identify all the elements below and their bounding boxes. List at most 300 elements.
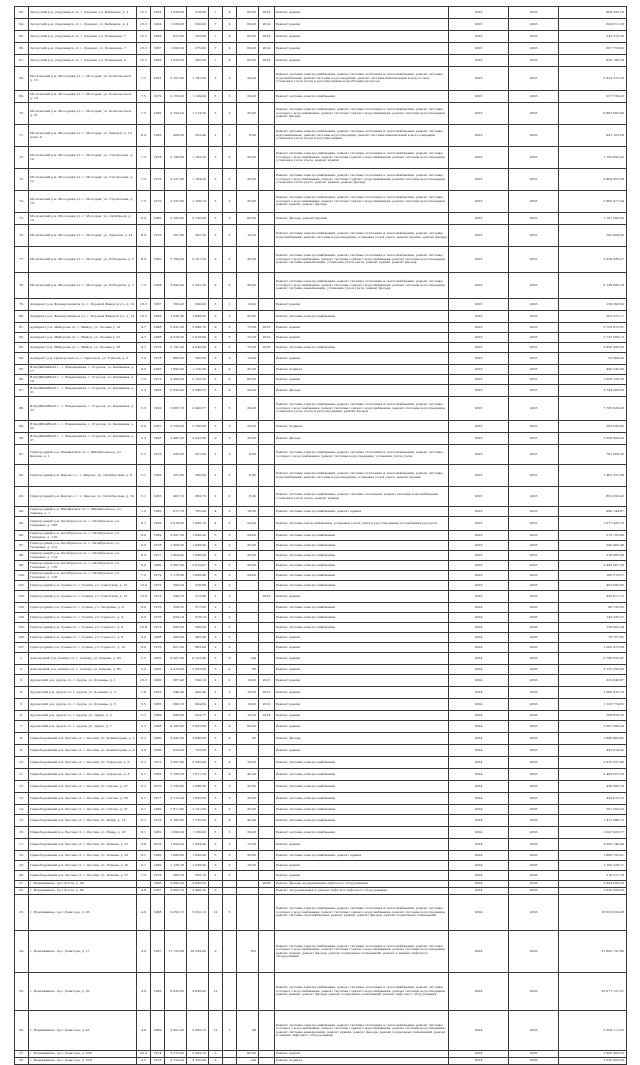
table-row — [15, 1051, 627, 1058]
cost-cell: 156 802,24 — [559, 623, 627, 633]
work-types-cell: Ремонт крыши — [275, 323, 449, 333]
total-area-cell: 2 155,00 — [165, 91, 187, 103]
row-number: 11. — [15, 769, 29, 781]
last-repair-year-cell — [259, 871, 275, 881]
total-area-cell: 587,40 — [165, 675, 187, 687]
cost-cell: 263 556,80 — [559, 421, 627, 433]
cost-cell: 6 786 652,47 — [559, 653, 627, 665]
table-row — [15, 487, 627, 507]
apartments-cell: 24,00 — [237, 67, 259, 91]
commission-year-cell: 1979 — [151, 571, 165, 581]
living-area-cell: 386,60 — [187, 465, 209, 487]
table-row — [15, 191, 627, 213]
table-row — [15, 365, 627, 375]
plan-end-year-cell: 2025 — [509, 19, 559, 31]
commission-year-cell: 1965 — [151, 653, 165, 665]
plan-start-year-cell: 2023 — [449, 55, 509, 67]
row-number: 100. — [15, 571, 29, 581]
last-repair-year-cell — [259, 1011, 275, 1051]
total-area-cell: 4 416,00 — [165, 665, 187, 675]
entrances-cell — [223, 931, 237, 973]
entrances-cell: 3 — [223, 745, 237, 757]
address-cell: Загорский р-н, Дзержинск ул. г. Дзержи, ул. Кабинетн. д. 4 — [29, 19, 137, 31]
floors-cell: 5 — [209, 213, 223, 225]
work-types-cell: Ремонт крыши — [275, 675, 449, 687]
last-repair-year-cell — [259, 851, 275, 861]
address-cell: Алагирский р-н, Алагир сл. г. Алагир, ул. Кирова, д. 83 — [29, 653, 137, 665]
total-area-cell: 1 811,60 — [165, 805, 187, 815]
floors-cell: 5 — [209, 769, 223, 781]
row-number: 74. — [15, 191, 29, 213]
entrances-cell: 3 — [223, 169, 237, 191]
living-area-cell: 4 040,00 — [187, 343, 209, 353]
row-number: 18. — [15, 851, 29, 861]
apartments-cell — [237, 613, 259, 623]
wear-percent-cell: 4.5 — [137, 1058, 151, 1065]
living-area-cell: 883,60 — [187, 643, 209, 653]
floors-cell: 2 — [209, 711, 223, 721]
plan-start-year-cell: 2023 — [449, 551, 509, 561]
floors-cell: 9 — [209, 931, 223, 973]
floors-cell: 7 — [209, 7, 223, 19]
work-types-cell: Ремонт системы электроснабжения — [275, 91, 449, 103]
entrances-cell: 3 — [223, 273, 237, 299]
entrances-cell: 2 — [223, 871, 237, 881]
plan-start-year-cell: 2023 — [449, 43, 509, 55]
address-cell: Пригородный р-н, Сунжа сл. с. Сунжа, ул. Советская, д. 15 — [29, 591, 137, 603]
plan-end-year-cell: 2025 — [509, 147, 559, 169]
address-cell: г. Владикавказ, пр-т Доватора, д. 35 — [29, 973, 137, 1011]
apartments-cell: 15,00 — [237, 839, 259, 851]
plan-end-year-cell: 2025 — [509, 445, 559, 465]
total-area-cell: 973,00 — [165, 31, 187, 43]
plan-start-year-cell: 2024 — [449, 871, 509, 881]
address-cell: Правобережный р-н, Беслан сл. г. Беслан, ул. Сигова, д. 29 — [29, 793, 137, 805]
table-row — [15, 551, 627, 561]
commission-year-cell: 1972 — [151, 623, 165, 633]
cost-cell: 402 095,60 — [559, 581, 627, 591]
cost-cell: 1 133 774,65 — [559, 699, 627, 711]
plan-end-year-cell: 2025 — [509, 517, 559, 531]
row-number: 84. — [15, 353, 29, 365]
total-area-cell: 1 695,00 — [165, 365, 187, 375]
table-row — [15, 781, 627, 793]
row-number: 90. — [15, 433, 29, 445]
work-types-cell: Ремонт системы электроснабжения, ремонт системы отопления и теплоснабжения, ремонт системы холодного водоснабжения, ремонт системы водоотведения, установка узлов учета — [275, 445, 449, 465]
last-repair-year-cell — [259, 465, 275, 487]
plan-start-year-cell: 2023 — [449, 421, 509, 433]
entrances-cell: 1 — [223, 1011, 237, 1051]
work-types-cell: Ремонт системы электроснабжения, ремонт системы отопления и теплоснабжения, ремонт системы холодного водоснабжения, ремонт системы горячего водоснабжения, ремонт системы водоотведения, ремонт системы канализации, установка узлов учета, ремонт фасада — [275, 273, 449, 299]
table-row — [15, 55, 627, 67]
work-types-cell: Ремонт крыши — [275, 643, 449, 653]
plan-start-year-cell: 2023 — [449, 465, 509, 487]
address-cell: ВЛАДИКАВКАЗ г., г. Владикавказ, г. Стрелов, ул. Калинина, д. 21 — [29, 385, 137, 397]
plan-end-year-cell: 2025 — [509, 103, 559, 125]
table-row — [15, 591, 627, 603]
plan-start-year-cell: 2024 — [449, 861, 509, 871]
row-number: 23. — [15, 895, 29, 931]
floors-cell: 5 — [209, 721, 223, 733]
plan-end-year-cell: 2026 — [509, 931, 559, 973]
last-repair-year-cell — [259, 247, 275, 273]
floors-cell: 4 — [209, 507, 223, 517]
apartments-cell: 60,00 — [237, 375, 259, 385]
address-cell: Ардонский р-н, Ардон сл. г. Ардон, ул. Кочиева, д. 5 — [29, 699, 137, 711]
floors-cell — [209, 881, 223, 888]
entrances-cell: 3 — [223, 397, 237, 421]
work-types-cell: Ремонт системы электроснабжения — [275, 311, 449, 323]
apartments-cell: 16,00 — [237, 861, 259, 871]
entrances-cell: 2 — [223, 711, 237, 721]
plan-start-year-cell: 2023 — [449, 191, 509, 213]
address-cell: Пригородный р-н, Октябрьское сл. с. Октябрьское, ул. Гагарина, д. 114 — [29, 551, 137, 561]
work-types-cell: Ремонт системы электроснабжения, ремонт системы отопления и теплоснабжения, ремонт системы водоснабжения, ремонт системы водоотведения, ремонт системы канализации и водостоков, установка узлов учета и регулирования потребления ресурсов — [275, 67, 449, 91]
address-cell: Ардонский р-н, Ардон сл. г. Ардон, ул. Дзаук, д. 5 — [29, 711, 137, 721]
total-area-cell: 5 035,00 — [165, 385, 187, 397]
table-row — [15, 881, 627, 888]
total-area-cell: 382,20 — [165, 871, 187, 881]
work-types-cell: Ремонт крыши — [275, 43, 449, 55]
plan-start-year-cell: 2024 — [449, 888, 509, 895]
plan-start-year-cell: 2024 — [449, 603, 509, 613]
address-cell: Правобережный р-н, Беслан сл. г. Беслан, ул. Плиева, д. 21 — [29, 839, 137, 851]
cost-cell: 608 393,19 — [559, 7, 627, 19]
commission-year-cell: 1960 — [151, 675, 165, 687]
wear-percent-cell: 7.5 — [137, 147, 151, 169]
living-area-cell: 1 920,20 — [187, 531, 209, 541]
plan-end-year-cell: 2026 — [509, 643, 559, 653]
work-types-cell: Ремонт системы электроснабжения, ремонт системы отопления и теплоснабжения, ремонт системы холодного водоснабжения, ремонт системы горячего водоснабжения, ремонт системы водоотведения, ремонт системы газоснабжения, ремонт крыши, ремонт фасада, ремонт подвальных помещений — [275, 895, 449, 931]
table-row — [15, 517, 627, 531]
commission-year-cell: 1992 — [151, 385, 165, 397]
table-row — [15, 169, 627, 191]
last-repair-year-cell — [259, 551, 275, 561]
wear-percent-cell: 6.1 — [137, 827, 151, 839]
commission-year-cell: 1985 — [151, 213, 165, 225]
address-cell: Правобережный р-н, Беслан сл. г. Беслан, ул. Коминтерна, д. 2 — [29, 733, 137, 745]
apartments-cell: 48 — [237, 1011, 259, 1051]
wear-percent-cell: 7.5 — [137, 191, 151, 213]
table-row — [15, 31, 627, 43]
row-number: 70. — [15, 103, 29, 125]
address-cell: Московский р-н, Молодежн ул. г. Молодеж, ул. Строительн, д. 10 — [29, 147, 137, 169]
plan-end-year-cell: 2026 — [509, 973, 559, 1011]
last-repair-year-cell — [259, 895, 275, 931]
plan-end-year-cell: 2025 — [509, 67, 559, 91]
plan-start-year-cell: 2024 — [449, 757, 509, 769]
entrances-cell: 3 — [223, 213, 237, 225]
living-area-cell: 258,80 — [187, 581, 209, 591]
entrances-cell: 4 — [223, 43, 237, 55]
plan-start-year-cell: 2024 — [449, 769, 509, 781]
entrances-cell: 3 — [223, 793, 237, 805]
commission-year-cell: 1985 — [151, 973, 165, 1011]
wear-percent-cell: 6.1 — [137, 861, 151, 871]
plan-end-year-cell: 2025 — [509, 191, 559, 213]
commission-year-cell: 1980 — [151, 561, 165, 571]
entrances-cell: 3 — [223, 103, 237, 125]
table-row — [15, 665, 627, 675]
commission-year-cell: 1984 — [151, 273, 165, 299]
row-number: 86. — [15, 375, 29, 385]
living-area-cell: 335,70 — [187, 871, 209, 881]
total-area-cell: 880,00 — [165, 353, 187, 365]
entrances-cell: 3 — [223, 433, 237, 445]
last-repair-year-cell — [259, 541, 275, 551]
total-area-cell: 4 183,00 — [165, 721, 187, 733]
table-row — [15, 699, 627, 711]
living-area-cell: 2 101,50 — [187, 247, 209, 273]
floors-cell: 9 — [209, 343, 223, 353]
apartments-cell: 16,00 — [237, 699, 259, 711]
living-area-cell: 2 019,67 — [187, 561, 209, 571]
commission-year-cell: 1963 — [151, 365, 165, 375]
apartments-cell: 16,00 — [237, 711, 259, 721]
plan-start-year-cell: 2023 — [449, 445, 509, 465]
row-number: 80. — [15, 311, 29, 323]
cost-cell: 434 613,72 — [559, 793, 627, 805]
table-row — [15, 793, 627, 805]
plan-start-year-cell: 2023 — [449, 31, 509, 43]
living-area-cell: 317,80 — [187, 603, 209, 613]
living-area-cell: 1 164,20 — [187, 169, 209, 191]
last-repair-year-cell: 2013 — [259, 687, 275, 699]
table-row — [15, 541, 627, 551]
living-area-cell: 560,00 — [187, 353, 209, 365]
total-area-cell: 921,00 — [165, 643, 187, 653]
commission-year-cell: 1992 — [151, 517, 165, 531]
table-row — [15, 1058, 627, 1065]
plan-end-year-cell: 2026 — [509, 769, 559, 781]
address-cell: г. Владикавказ, пр-т Коста, д. 94 — [29, 888, 137, 895]
entrances-cell: 2 — [223, 507, 237, 517]
last-repair-year-cell — [259, 793, 275, 805]
plan-end-year-cell: 2025 — [509, 581, 559, 591]
entrances-cell: 3 — [223, 781, 237, 793]
total-area-cell: 2 780,50 — [165, 769, 187, 781]
commission-year-cell: 1990 — [151, 745, 165, 757]
commission-year-cell: 1979 — [151, 191, 165, 213]
row-number: 107. — [15, 643, 29, 653]
floors-cell: 9 — [209, 323, 223, 333]
floors-cell: 5 — [209, 103, 223, 125]
cost-cell: 1 002 473,09 — [559, 643, 627, 653]
entrances-cell: 5 — [223, 323, 237, 333]
plan-end-year-cell: 2026 — [509, 665, 559, 675]
wear-percent-cell: 6.7 — [137, 517, 151, 531]
commission-year-cell: 1968 — [151, 633, 165, 643]
table-row — [15, 19, 627, 31]
commission-year-cell: 1987 — [151, 888, 165, 895]
table-row — [15, 103, 627, 125]
work-types-cell: Ремонт крыши — [275, 353, 449, 365]
last-repair-year-cell — [259, 581, 275, 591]
living-area-cell: 3 603,80 — [187, 665, 209, 675]
living-area-cell: 1 149,00 — [187, 91, 209, 103]
address-cell: г. Владикавказ, пр-т Доватора, д. 25Б — [29, 1058, 137, 1065]
wear-percent-cell: 4.7 — [137, 323, 151, 333]
plan-start-year-cell: 2023 — [449, 591, 509, 603]
cost-cell: 218 511,79 — [559, 871, 627, 881]
plan-start-year-cell: 2023 — [449, 541, 509, 551]
total-area-cell: 1 038,00 — [165, 7, 187, 19]
apartments-cell — [237, 581, 259, 591]
cost-cell: 797 006,35 — [559, 445, 627, 465]
row-number: 68. — [15, 67, 29, 91]
plan-end-year-cell: 2025 — [509, 365, 559, 375]
commission-year-cell: 1976 — [151, 613, 165, 623]
floors-cell: 7 — [209, 55, 223, 67]
wear-percent-cell: 4.6 — [137, 1011, 151, 1051]
last-repair-year-cell: 2014 — [259, 55, 275, 67]
apartments-cell: 16,00 — [237, 687, 259, 699]
last-repair-year-cell — [259, 827, 275, 839]
floors-cell: 5 — [209, 551, 223, 561]
work-types-cell: Ремонт фасада — [275, 385, 449, 397]
plan-start-year-cell: 2023 — [449, 581, 509, 591]
address-cell: Правобережный р-н, Беслан сл. г. Беслан, ул. Суворова, д. 8 — [29, 769, 137, 781]
wear-percent-cell: 7.5 — [137, 169, 151, 191]
total-area-cell: 3 784,00 — [165, 247, 187, 273]
wear-percent-cell: 6.1 — [137, 815, 151, 827]
address-cell: Пригородный р-н, Сунжа сл. с. Сунжа, ул. Гагарина, д. 4 — [29, 603, 137, 613]
last-repair-year-cell — [259, 225, 275, 247]
plan-end-year-cell: 2025 — [509, 273, 559, 299]
table-row — [15, 561, 627, 571]
work-types-cell: Ремонт крыши — [275, 839, 449, 851]
address-cell: ВЛАДИКАВКАЗ г., г. Владикавказ, г. Стрелов, ул. Калинина, д. 19 — [29, 375, 137, 385]
commission-year-cell: 1968 — [151, 311, 165, 323]
row-number: 88. — [15, 397, 29, 421]
commission-year-cell: 1985 — [151, 125, 165, 147]
last-repair-year-cell: 2016 — [259, 323, 275, 333]
address-cell: Московский р-н, Молодежн ул. г. Молодеж, ул. Строительн, д. 14 — [29, 191, 137, 213]
last-repair-year-cell — [259, 633, 275, 643]
commission-year-cell: 1973 — [151, 757, 165, 769]
commission-year-cell: 1978 — [151, 815, 165, 827]
last-repair-year-cell: 2014 — [259, 43, 275, 55]
last-repair-year-cell — [259, 365, 275, 375]
floors-cell: 3 — [209, 633, 223, 643]
total-area-cell: 3 758,60 — [165, 421, 187, 433]
last-repair-year-cell — [259, 375, 275, 385]
wear-percent-cell: 7.0 — [137, 353, 151, 365]
plan-start-year-cell: 2024 — [449, 793, 509, 805]
cost-cell: 501 354,52 — [559, 805, 627, 815]
work-types-cell: Ремонт системы электроснабжения, ремонт системы отопления и теплоснабжения, ремонт системы холодного водоснабжения, ремонт системы горячего водоснабжения, ремонт системы водоотведения, ремонт системы канализации, установка узлов учета, ремонт крыши, ремонт фасада — [275, 247, 449, 273]
commission-year-cell: 1978 — [151, 871, 165, 881]
plan-end-year-cell: 2026 — [509, 653, 559, 665]
apartments-cell: 75,00 — [237, 343, 259, 353]
commission-year-cell: 1968 — [151, 55, 165, 67]
plan-start-year-cell: 2023 — [449, 7, 509, 19]
living-area-cell: 9 102,40 — [187, 653, 209, 665]
address-cell: Пригородный р-н, Михайловск сл. с. Михайловское, ул. Ленина, д. 1 — [29, 507, 137, 517]
apartments-cell — [237, 745, 259, 757]
work-types-cell: Ремонт системы электроснабжения — [275, 603, 449, 613]
row-number: 82. — [15, 333, 29, 343]
row-number: 97. — [15, 541, 29, 551]
work-types-cell: Ремонт системы электроснабжения — [275, 571, 449, 581]
plan-end-year-cell: 2026 — [509, 871, 559, 881]
plan-start-year-cell: 2023 — [449, 365, 509, 375]
cost-cell: 2 409 057,29 — [559, 769, 627, 781]
row-number: 19. — [15, 861, 29, 871]
work-types-cell: Ремонт системы электроснабжения — [275, 781, 449, 793]
apartments-cell: 30,00 — [237, 781, 259, 793]
last-repair-year-cell: 2016 — [259, 343, 275, 353]
apartments-cell: 24,00 — [237, 531, 259, 541]
commission-year-cell: 1964 — [151, 7, 165, 19]
address-cell: Московский р-н, Молодежн ул. г. Молодеж, ул. Комсомольск, д. 19 — [29, 91, 137, 103]
apartments-cell: 60,00 — [237, 31, 259, 43]
entrances-cell: 3 — [223, 839, 237, 851]
entrances-cell: 2 — [223, 699, 237, 711]
last-repair-year-cell — [259, 103, 275, 125]
last-repair-year-cell — [259, 931, 275, 973]
living-area-cell: 1 150,00 — [187, 365, 209, 375]
address-cell: Правобережный р-н, Беслан сл. г. Беслан, ул. Коминтерна, д. 4 — [29, 745, 137, 757]
commission-year-cell: 1982 — [151, 465, 165, 487]
apartments-cell: 16,00 — [237, 225, 259, 247]
address-cell: Московский р-н, Молодежн ул. г. Молодеж, ул. Октябрьск, д. 14 — [29, 213, 137, 225]
entrances-cell: 2 — [223, 487, 237, 507]
entrances-cell: 2 — [223, 225, 237, 247]
apartments-cell: 60,00 — [237, 721, 259, 733]
table-row — [15, 851, 627, 861]
living-area-cell: 1 163,20 — [187, 147, 209, 169]
apartments-cell: 12,00 — [237, 353, 259, 365]
plan-end-year-cell: 2026 — [509, 745, 559, 757]
total-area-cell: 767,90 — [165, 225, 187, 247]
plan-start-year-cell: 2023 — [449, 125, 509, 147]
address-cell: Адмиралт р-н, Фрезеровщиков ул. г. Боровой Фаворск ул., д. 12 — [29, 299, 137, 311]
wear-percent-cell: 7.5 — [137, 91, 151, 103]
commission-year-cell: 1980 — [151, 247, 165, 273]
last-repair-year-cell — [259, 397, 275, 421]
total-area-cell: 2 180,00 — [165, 815, 187, 827]
floors-cell: 9 — [209, 433, 223, 445]
wear-percent-cell: 5.7 — [137, 711, 151, 721]
total-area-cell: 2 018,00 — [165, 517, 187, 531]
plan-start-year-cell: 2024 — [449, 973, 509, 1011]
work-types-cell: Ремонт системы электроснабжения — [275, 561, 449, 571]
plan-end-year-cell: 2025 — [509, 531, 559, 541]
floors-cell: 5 — [209, 861, 223, 871]
table-row — [15, 895, 627, 931]
entrances-cell: 2 — [223, 613, 237, 623]
entrances-cell: 4 — [223, 769, 237, 781]
plan-start-year-cell: 2023 — [449, 333, 509, 343]
total-area-cell: 6 636,92 — [165, 973, 187, 1011]
living-area-cell: 382,00 — [187, 55, 209, 67]
table-row — [15, 343, 627, 353]
plan-end-year-cell: 2026 — [509, 757, 559, 769]
wear-percent-cell: 7.8 — [137, 687, 151, 699]
work-types-cell: Ремонт крыши — [275, 721, 449, 733]
row-number: 4. — [15, 687, 29, 699]
plan-end-year-cell: 2025 — [509, 343, 559, 353]
plan-end-year-cell: 2025 — [509, 433, 559, 445]
table-row — [15, 311, 627, 323]
cost-cell: 2 443 907,20 — [559, 561, 627, 571]
plan-start-year-cell: 2024 — [449, 931, 509, 973]
table-row — [15, 507, 627, 517]
commission-year-cell: 1985 — [151, 665, 165, 675]
living-area-cell: 1 068,90 — [187, 571, 209, 581]
commission-year-cell: 1967 — [151, 43, 165, 55]
